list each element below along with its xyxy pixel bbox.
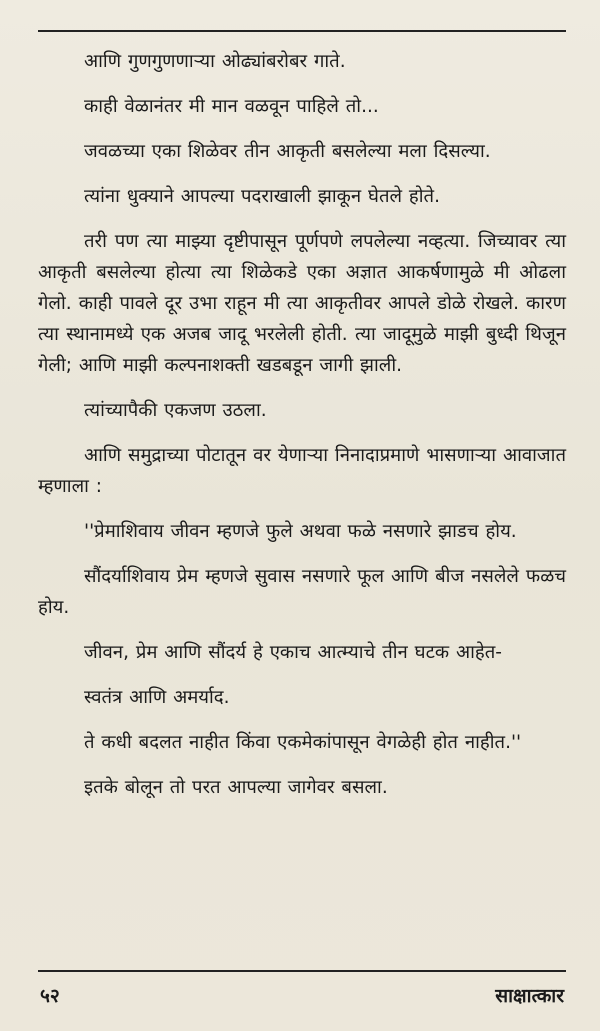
paragraph: स्वतंत्र आणि अमर्याद. [84, 687, 230, 708]
bottom-rule [38, 970, 566, 972]
paragraph: तरी पण त्या माझ्या दृष्टीपासून पूर्णपणे लपलेल्या नव्हत्या. जिच्यावर त्या आकृती बसलेल्या होत्या त्या शिळेकडे एका अज्ञात आकर्षणामुळे मी ओढला गेलो. काही पावले दूर उभा राहून मी त्या आकृतीवर आपले डोळे रोखले. कारण त्या स्थानामध्ये एक अजब जादू भरलेली होती. त्या जादूमुळे माझी बुध्दी थिजून गेली; आणि माझी कल्पनाशक्ती खडबडून जागी झाली. [38, 231, 566, 376]
page-number: ५२ [40, 985, 60, 1007]
paragraph: जीवन, प्रेम आणि सौंदर्य हे एकाच आत्म्याचे तीन घटक आहेत- [84, 642, 502, 663]
paragraph: आणि गुणगुणणाऱ्या ओढ्यांबरोबर गाते. [84, 51, 346, 72]
book-title: साक्षात्कार [495, 985, 564, 1007]
top-rule [38, 30, 566, 32]
paragraph: इतके बोलून तो परत आपल्या जागेवर बसला. [84, 777, 388, 798]
paragraph: ''प्रेमाशिवाय जीवन म्हणजे फुले अथवा फळे नसणारे झाडच होय. [84, 521, 517, 542]
paragraph: जवळच्या एका शिळेवर तीन आकृती बसलेल्या मला दिसल्या. [84, 141, 491, 162]
paragraph: काही वेळानंतर मी मान वळवून पाहिले तो... [84, 96, 379, 117]
paragraph: आणि समुद्राच्या पोटातून वर येणाऱ्या निनादाप्रमाणे भासणाऱ्या आवाजात म्हणाला : [38, 445, 566, 497]
paragraph: ते कधी बदलत नाहीत किंवा एकमेकांपासून वेगळेही होत नाहीत.'' [84, 732, 522, 753]
page-body [38, 46, 566, 817]
paragraph: त्यांना धुक्याने आपल्या पदराखाली झाकून घेतले होते. [84, 186, 440, 207]
paragraph: त्यांच्यापैकी एकजण उठला. [84, 400, 267, 421]
paragraph: सौंदर्याशिवाय प्रेम म्हणजे सुवास नसणारे फूल आणि बीज नसलेले फळच होय. [38, 566, 566, 618]
